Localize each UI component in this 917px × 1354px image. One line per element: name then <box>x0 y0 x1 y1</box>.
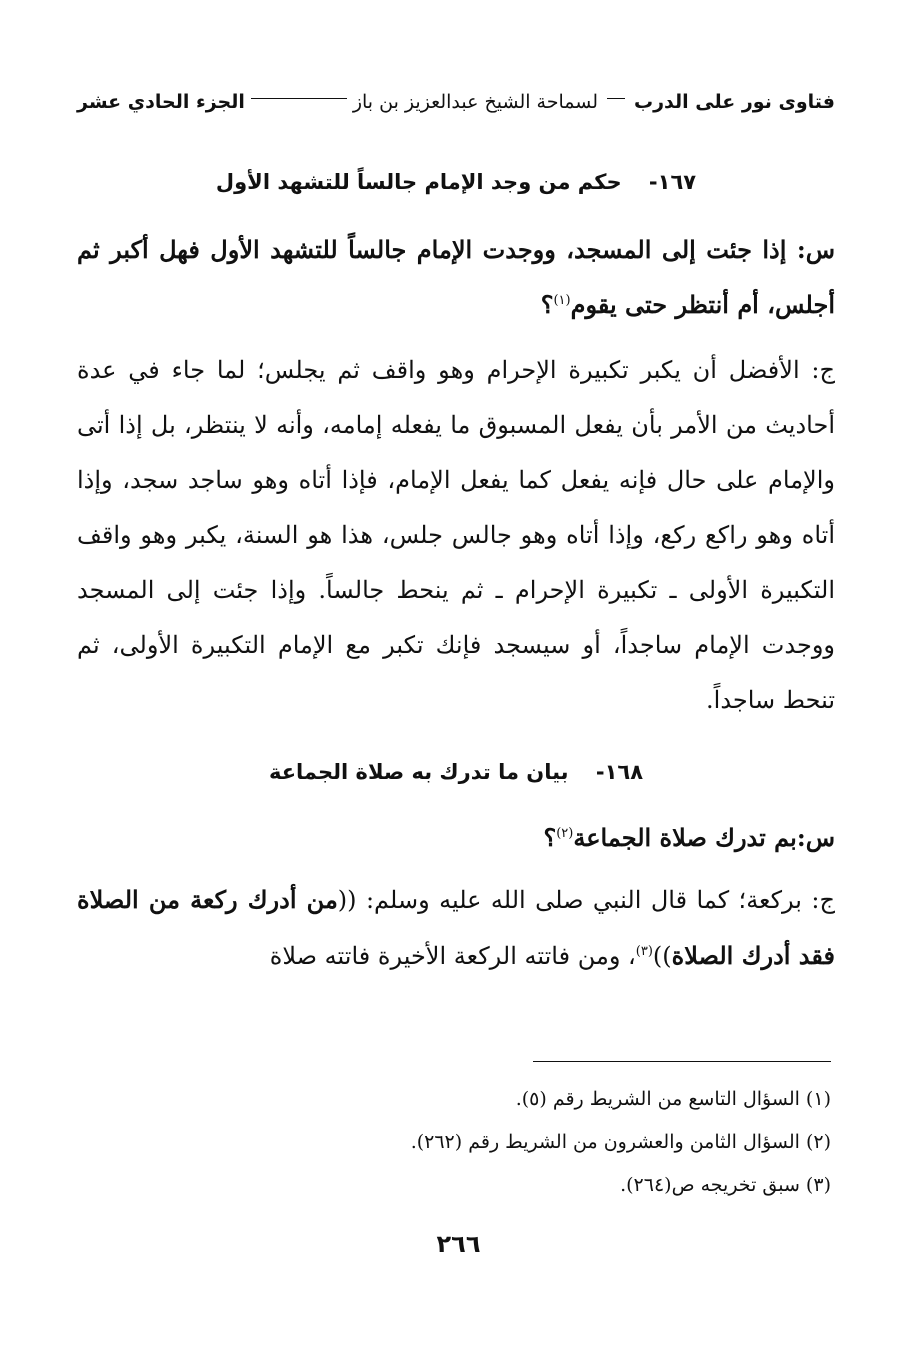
section-title: حكم من وجد الإمام جالساً للتشهد الأول <box>215 170 622 194</box>
question-paragraph <box>77 810 835 865</box>
footnote-ref: (١) <box>553 293 571 308</box>
hadith-quote: من أدرك ركعة من الصلاة فقد أدرك الصلاة <box>77 885 835 970</box>
hadith-close: )) <box>652 942 672 970</box>
question-paragraph <box>77 222 835 332</box>
answer-paragraph <box>77 872 835 984</box>
volume-label: الجزء الحادي عشر <box>77 91 245 113</box>
section-heading <box>77 760 835 784</box>
running-header <box>77 84 835 120</box>
footnotes <box>91 1078 831 1207</box>
answer-intro: ج: بركعة؛ كما قال النبي صلى الله عليه وسلم: (( <box>337 886 835 914</box>
section-title: بيان ما تدرك به صلاة الجماعة <box>268 760 569 784</box>
footnote-item: (١) السؤال التاسع من الشريط رقم (٥). <box>515 1088 831 1110</box>
question-text: س: إذا جئت إلى المسجد، ووجدت الإمام جالساً للتشهد الأول فهل أكبر ثم أجلس، أم أنتظر حتى يقوم <box>77 235 835 319</box>
section-number: ١٦٧- <box>648 170 697 194</box>
header-rule <box>251 98 347 99</box>
footnote-item: (٢) السؤال الثامن والعشرون من الشريط رقم (٢٦٢). <box>410 1131 831 1153</box>
running-header-title-group <box>353 91 835 113</box>
footnote-ref: (٣) <box>635 944 653 959</box>
section-number: ١٦٨- <box>595 760 644 784</box>
answer-continuation: ، ومن فاتته الركعة الأخيرة فاتته صلاة <box>269 942 636 970</box>
question-mark: ؟ <box>540 290 554 319</box>
header-dash <box>607 98 625 99</box>
footnote-ref: (٢) <box>556 826 574 841</box>
section-heading <box>77 170 835 194</box>
book-author: لسماحة الشيخ عبدالعزيز بن باز <box>352 91 598 113</box>
answer-text: ج: الأفضل أن يكبر تكبيرة الإحرام وهو واقف ثم يجلس؛ لما جاء في عدة أحاديث من الأمر بأن يفعل المسبوق ما يفعله إمامه، وأنه لا ينتظر، بل إذا أتى والإمام على حال فإنه يفعل كما يفعل الإمام، فإذا أتاه وهو ساجد سجد، وإذا أتاه وهو راكع ركع، وإذا أتاه وهو جالس جلس، هذا هو السنة، يكبر وهو واقف التكبيرة الأولى ـ تكبيرة الإحرام ـ ثم ينحط جالساً. وإذا جئت إلى المسجد ووجدت الإمام ساجداً، أو سيسجد فإنك تكبر مع الإمام التكبيرة الأولى، ثم تنحط ساجداً. <box>77 356 835 714</box>
question-mark: ؟ <box>543 823 557 852</box>
footnote-separator <box>533 1061 831 1062</box>
book-title: فتاوى نور على الدرب <box>634 91 835 113</box>
footnote-item: (٣) سبق تخريجه ص(٢٦٤). <box>620 1174 831 1196</box>
question-text: س:بم تدرك صلاة الجماعة <box>573 823 835 852</box>
page-number: ٢٦٦ <box>436 1230 481 1258</box>
answer-paragraph <box>77 343 835 728</box>
